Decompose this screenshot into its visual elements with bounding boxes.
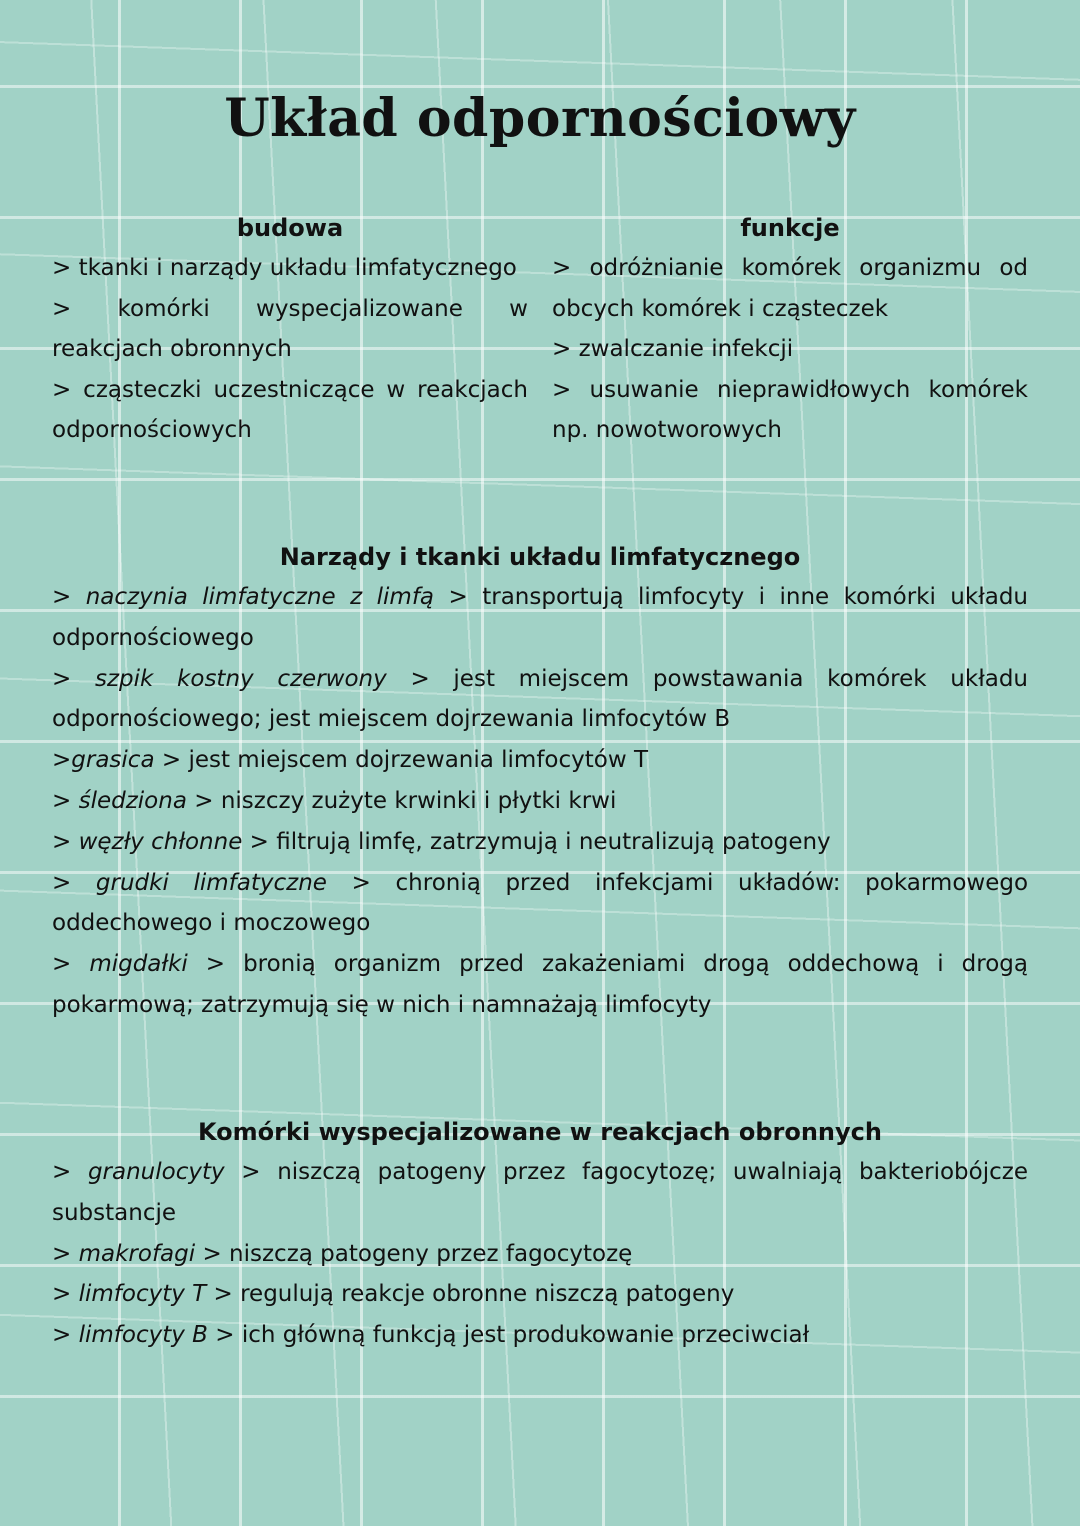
arrow-marker: > bbox=[241, 1159, 261, 1185]
funkcje-heading: funkcje bbox=[740, 214, 840, 242]
item-term: limfocyty T bbox=[78, 1281, 207, 1308]
item-term: grudki limfatyczne bbox=[95, 869, 327, 896]
item-term: granulocyty bbox=[87, 1159, 225, 1185]
arrow-marker: > bbox=[161, 747, 182, 774]
item-description: niszczą patogeny przez fagocytozę bbox=[229, 1240, 633, 1267]
item-description: transportują limfocyty i inne komórki układu odpornościowego bbox=[52, 584, 1029, 651]
arrow-marker: > bbox=[52, 828, 72, 855]
item-term: węzły chłonne bbox=[78, 828, 243, 855]
item-description: chronią przed infekcjami układów: pokarmowego oddechowego i moczowego bbox=[52, 869, 1029, 937]
item-description: jest miejscem powstawania komórek układu odpornościowego; jest miejscem dojrzewania limfocytów B bbox=[52, 665, 1028, 733]
narzady-heading: Narządy i tkanki układu limfatycznego bbox=[279, 543, 801, 571]
arrow-marker: > bbox=[52, 747, 72, 774]
komorki-item bbox=[52, 1315, 1028, 1356]
arrow-marker: > bbox=[351, 869, 371, 896]
narzady-item bbox=[52, 659, 1028, 741]
arrow-marker: > bbox=[52, 1240, 72, 1267]
item-term: naczynia limfatyczne z limfą bbox=[85, 584, 435, 610]
arrow-marker: > bbox=[52, 951, 72, 978]
komorki-heading: Komórki wyspecjalizowane w reakcjach obronnych bbox=[198, 1118, 882, 1146]
item-term: szpik kostny czerwony bbox=[94, 665, 387, 692]
narzady-item bbox=[52, 781, 1028, 822]
budowa-item: > tkanki i narządy układu limfatycznego bbox=[52, 255, 517, 281]
komorki-item bbox=[52, 1274, 1028, 1315]
item-term: śledziona bbox=[78, 787, 187, 814]
item-description: ich główną funkcją jest produkowanie przeciwciał bbox=[241, 1322, 810, 1349]
arrow-marker: > bbox=[448, 584, 468, 610]
item-description: bronią organizm przed zakażeniami drogą oddechową i drogą pokarmową; zatrzymują się w nich i namnażają limfocyty bbox=[52, 951, 1028, 1018]
arrow-marker: > bbox=[213, 1281, 233, 1308]
item-description: niszczy zużyte krwinki i płytki krwi bbox=[220, 787, 617, 814]
funkcje-item: > odróżnianie komórek organizmu od obcych komórek i cząsteczek bbox=[552, 255, 1028, 322]
arrow-marker: > bbox=[249, 828, 269, 855]
arrow-marker: > bbox=[205, 951, 226, 978]
item-description: niszczą patogeny przez fagocytozę; uwalniają bakteriobójcze substancje bbox=[52, 1159, 1028, 1226]
arrow-marker: > bbox=[52, 1159, 72, 1185]
arrow-marker: > bbox=[215, 1322, 235, 1349]
narzady-section bbox=[52, 537, 1028, 1026]
komorki-item bbox=[52, 1152, 1028, 1234]
narzady-item bbox=[52, 944, 1028, 1026]
item-term: migdałki bbox=[89, 951, 188, 978]
arrow-marker: > bbox=[52, 787, 72, 814]
funkcje-item: > zwalczanie infekcji bbox=[552, 336, 794, 363]
arrow-marker: > bbox=[52, 584, 72, 610]
budowa-item: > komórki wyspecjalizowane w reakcjach obronnych bbox=[52, 295, 528, 363]
funkcje-item: > usuwanie nieprawidłowych komórek np. nowotworowych bbox=[552, 376, 1028, 444]
arrow-marker: > bbox=[52, 869, 72, 896]
budowa-heading: budowa bbox=[236, 214, 344, 242]
narzady-item bbox=[52, 577, 1028, 659]
budowa-item: > cząsteczki uczestniczące w reakcjach odpornościowych bbox=[52, 376, 528, 444]
narzady-item bbox=[52, 822, 1028, 863]
item-term: makrofagi bbox=[78, 1240, 196, 1267]
arrow-marker: > bbox=[52, 665, 72, 692]
funkcje-column bbox=[552, 208, 1028, 451]
narzady-item bbox=[52, 863, 1028, 945]
arrow-marker: > bbox=[194, 787, 214, 814]
narzady-item bbox=[52, 740, 1028, 781]
arrow-marker: > bbox=[52, 1281, 72, 1308]
komorki-section bbox=[52, 1112, 1028, 1356]
arrow-marker: > bbox=[202, 1240, 222, 1267]
item-description: filtrują limfę, zatrzymują i neutralizują patogeny bbox=[276, 828, 831, 855]
item-description: jest miejscem dojrzewania limfocytów T bbox=[188, 747, 649, 774]
arrow-marker: > bbox=[410, 665, 430, 692]
arrow-marker: > bbox=[52, 1322, 72, 1349]
page-title: Układ odpornościowy bbox=[224, 88, 856, 149]
budowa-column bbox=[52, 208, 528, 451]
komorki-item bbox=[52, 1234, 1028, 1275]
item-term: limfocyty B bbox=[78, 1322, 208, 1349]
item-term: grasica bbox=[71, 747, 155, 774]
item-description: regulują reakcje obronne niszczą patogeny bbox=[240, 1281, 735, 1308]
